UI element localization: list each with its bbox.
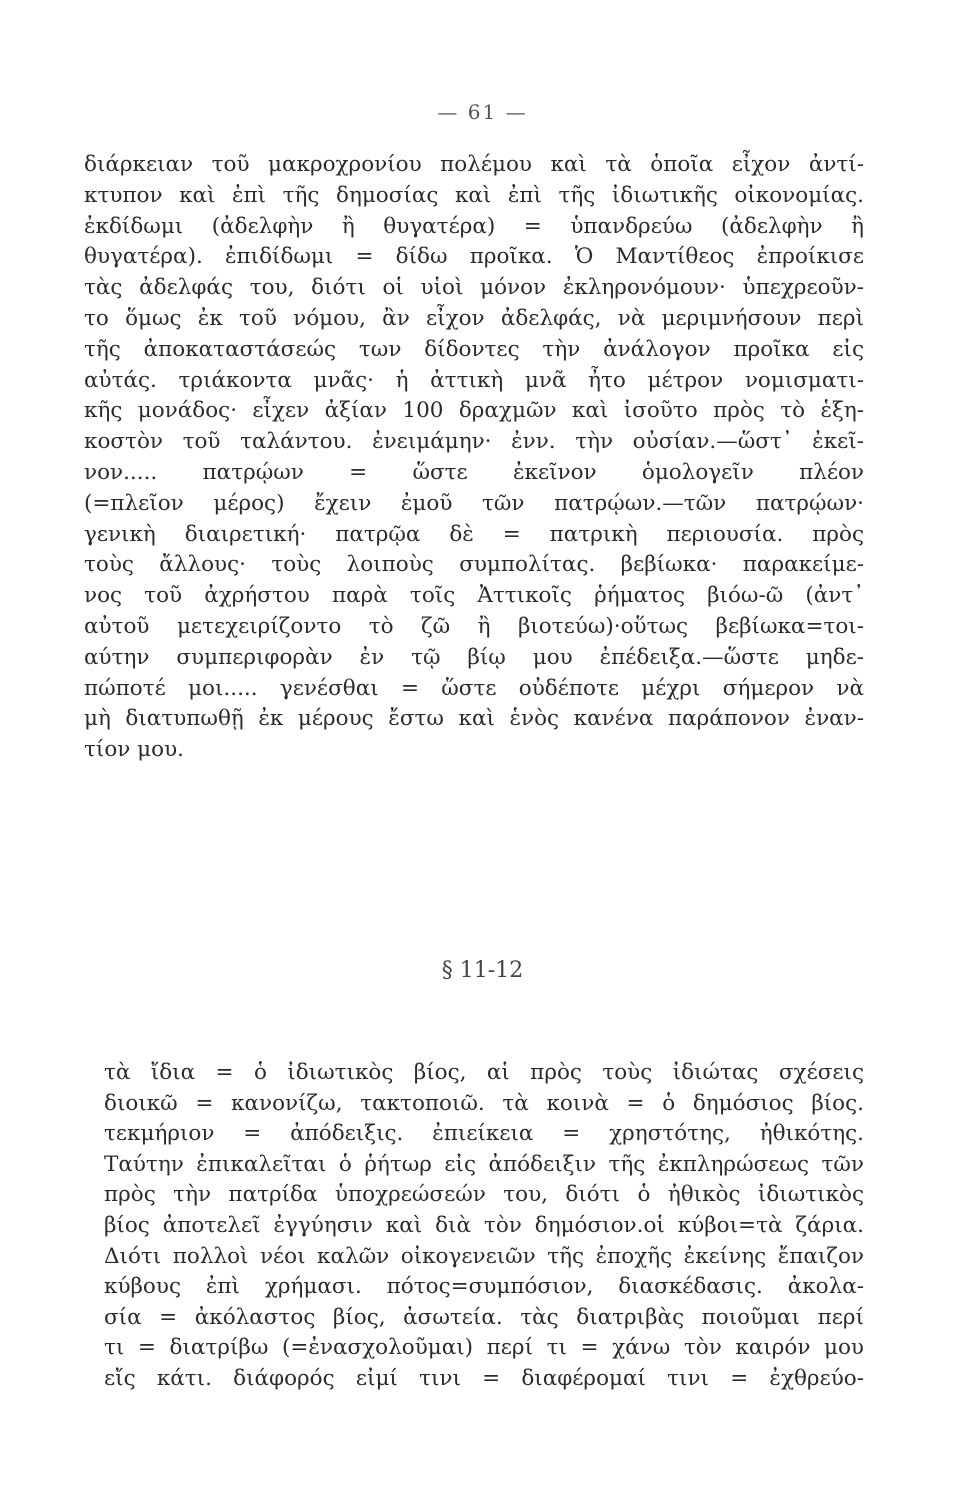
page-number: — 61 — <box>437 100 528 124</box>
text-line: νον..... πατρῴων = ὥστε ἐκεῖνον ὁμολογεῖν πλέον <box>84 459 864 485</box>
text-line: εἴς κάτι. διάφορός εἰμί τινι = διαφέρομαί τινι = ἐχθρεύο- <box>104 1365 864 1391</box>
text-line: τὰ ἴδια = ὁ ἰδιωτικὸς βίος, αἱ πρὸς τοὺς ἰδιώτας σχέσεις <box>104 1060 864 1085</box>
text-line: διοικῶ = κανονίζω, τακτοποιῶ. τὰ κοινὰ = ὁ δημόσιος βίος. <box>104 1090 864 1116</box>
text-line: πρὸς τὴν πατρίδα ὑποχρεώσεών του, διότι ὁ ἠθικὸς ἰδιωτικὸς <box>104 1182 864 1208</box>
text-line: αὐτοῦ μετεχειρίζοντο τὸ ζῶ ἢ βιοτεύω)·οὕτως βεβίωκα=τοι- <box>84 613 864 639</box>
text-line: τῆς ἀποκαταστάσεώς των δίδοντες τὴν ἀνάλογον προῖκα εἰς <box>84 336 864 362</box>
text-line: θυγατέρα). ἐπιδίδωμι = δίδω προῖκα. Ὁ Μαντίθεος ἐπροίκισε <box>84 244 864 270</box>
text-line: διάρκειαν τοῦ μακροχρονίου πολέμου καὶ τὰ ὁποῖα εἶχον ἀντί- <box>84 152 864 177</box>
text-line: τίον μου. <box>84 737 184 763</box>
text-line: Ταύτην ἐπικαλεῖται ὁ ῥήτωρ εἰς ἀπόδειξιν τῆς ἐκπληρώσεως τῶν <box>104 1151 864 1177</box>
text-line: Διότι πολλοὶ νέοι καλῶν οἰκογενειῶν τῆς ἐποχῆς ἐκείνης ἔπαιζον <box>104 1243 864 1269</box>
text-line: τεκμήριον = ἀπόδειξις. ἐπιείκεια = χρηστότης, ἠθικότης. <box>104 1121 864 1147</box>
text-line: τι = διατρίβω (=ἐνασχολοῦμαι) περί τι = χάνω τὸν καιρόν μου <box>104 1335 864 1361</box>
text-line: κοστὸν τοῦ ταλάντου. ἐνειμάμην· ἐνν. τὴν οὐσίαν.—ὥστ᾽ ἐκεῖ- <box>84 429 864 455</box>
text-line: βίος ἀποτελεῖ ἐγγύησιν καὶ διὰ τὸν δημόσιον.οἱ κύβοι=τὰ ζάρια. <box>104 1212 864 1238</box>
text-line: το ὅμως ἐκ τοῦ νόμου, ἂν εἶχον ἀδελφάς, νὰ μεριμνήσουν περὶ <box>84 305 864 331</box>
text-line: μὴ διατυπωθῇ ἐκ μέρους ἔστω καὶ ἑνὸς κανένα παράπονον ἐναν- <box>84 706 864 732</box>
text-line: κύβους ἐπὶ χρήμασι. πότος=συμπόσιον, διασκέδασις. ἀκολα- <box>104 1274 864 1300</box>
section-heading: § 11-12 <box>441 958 524 983</box>
text-line: αύτην συμπεριφορὰν ἐν τῷ βίῳ μου ἐπέδειξα.—ὥστε μηδε- <box>84 644 864 670</box>
text-line: νος τοῦ ἀχρήστου παρὰ τοῖς Ἀττικοῖς ῥήματος βιόω-ῶ (ἀντ᾽ <box>84 583 864 609</box>
text-line: γενικὴ διαιρετική· πατρῷα δὲ = πατρικὴ περιουσία. πρὸς <box>84 521 864 547</box>
text-line: ἐκδίδωμι (ἀδελφὴν ἢ θυγατέρα) = ὑπανδρεύω (ἀδελφὴν ἢ <box>84 213 864 239</box>
text-line: πώποτέ μοι..... γενέσθαι = ὥστε οὐδέποτε μέχρι σήμερον νὰ <box>84 675 864 701</box>
text-line: κτυπον καὶ ἐπὶ τῆς δημοσίας καὶ ἐπὶ τῆς ἰδιωτικῆς οἰκονομίας. <box>84 182 864 208</box>
text-line: τὰς ἀδελφάς του, διότι οἱ υἱοὶ μόνον ἐκληρονόμουν· ὑπεχρεοῦν- <box>84 275 864 301</box>
text-line: σία = ἀκόλαστος βίος, ἀσωτεία. τὰς διατριβὰς ποιοῦμαι περί <box>104 1304 864 1330</box>
text-line: (=πλεῖον μέρος) ἔχειν ἐμοῦ τῶν πατρῴων.—τῶν πατρῴων· <box>84 490 864 516</box>
commentary-section-1 <box>84 150 864 766</box>
text-line: αὐτάς. τριάκοντα μνᾶς· ἡ ἀττικὴ μνᾶ ἦτο μέτρον νομισματι- <box>84 367 864 393</box>
text-line: κῆς μονάδος· εἶχεν ἀξίαν 100 δραχμῶν καὶ ἰσοῦτο πρὸς τὸ ἑξη- <box>84 398 864 424</box>
text-line: τοὺς ἄλλους· τοὺς λοιποὺς συμπολίτας. βεβίωκα· παρακείμε- <box>84 552 864 578</box>
commentary-section-2 <box>104 1058 864 1395</box>
